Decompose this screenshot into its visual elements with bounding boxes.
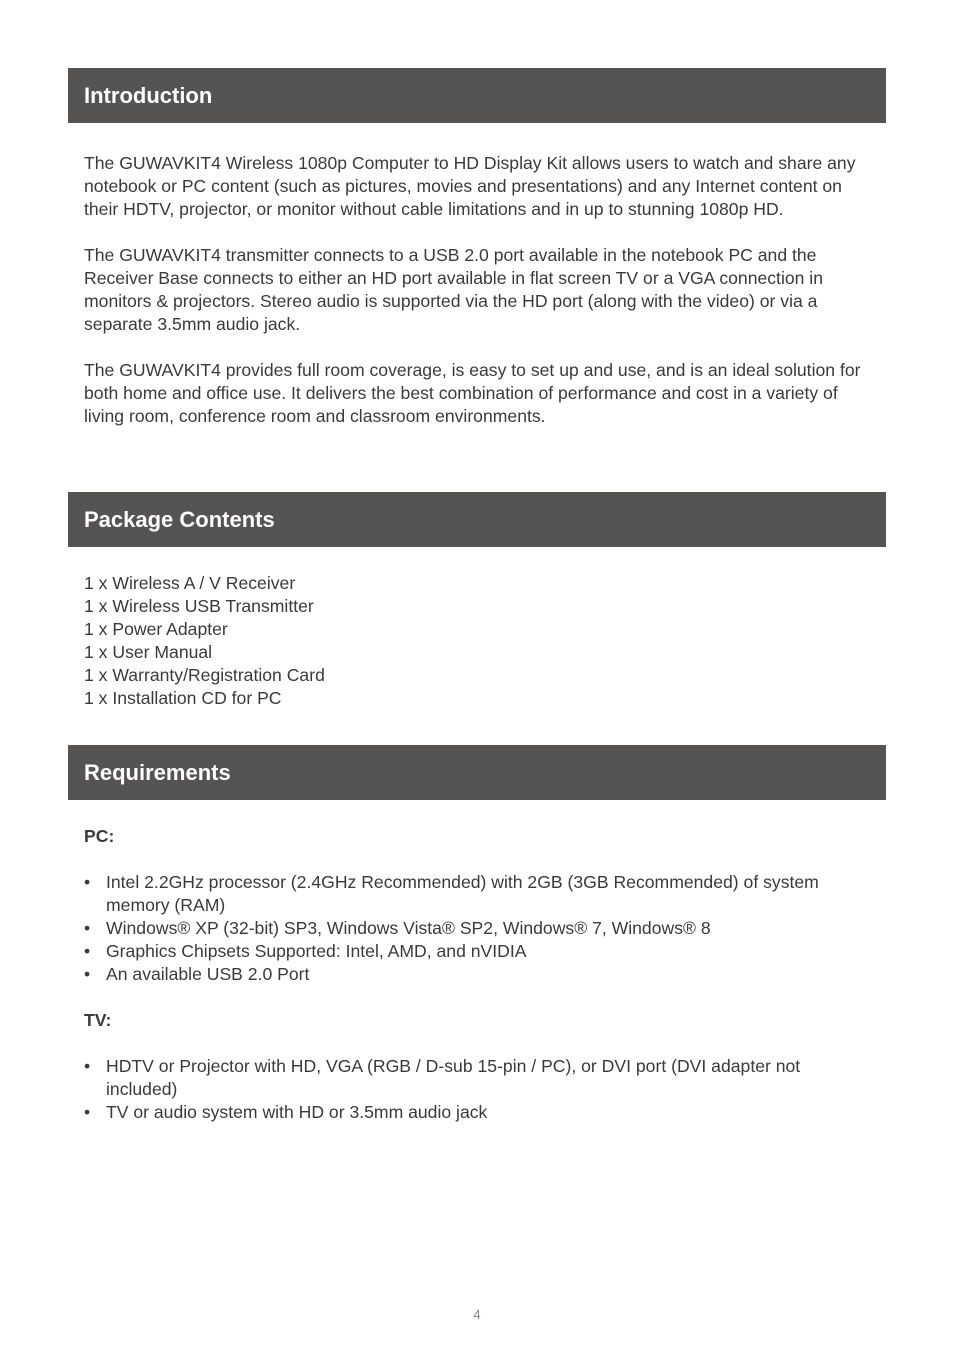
bullet-icon: • (84, 918, 91, 938)
list-item-text: HDTV or Projector with HD, VGA (RGB / D-sub 15-pin / PC), or DVI port (DVI adapter not included) (106, 1056, 801, 1099)
introduction-paragraph: The GUWAVKIT4 provides full room coverage, is easy to set up and use, and is an ideal solution for both home and office use. It delivers the best combination of performance and cost in a variety of living room, conference room and classroom environments. (84, 360, 861, 426)
bullet-icon: • (84, 1102, 91, 1122)
list-item-text: Windows® XP (32-bit) SP3, Windows Vista® SP2, Windows® 7, Windows® 8 (106, 918, 711, 938)
page-number: 4 (473, 1307, 481, 1322)
requirements-body (84, 825, 874, 1147)
list-item: 1 x User Manual (84, 642, 213, 662)
list-item (84, 1101, 874, 1124)
list-item (84, 1055, 874, 1101)
list-item-text: Graphics Chipsets Supported: Intel, AMD, and nVIDIA (106, 941, 527, 961)
package-contents-list (84, 572, 874, 710)
pc-requirements-label: PC: (84, 826, 115, 846)
list-item (84, 871, 874, 917)
package-contents-header (68, 492, 886, 547)
package-contents-title: Package Contents (84, 506, 275, 532)
bullet-icon: • (84, 872, 91, 892)
introduction-paragraph: The GUWAVKIT4 transmitter connects to a USB 2.0 port available in the notebook PC and the Receiver Base connects to either an HD port available in flat screen TV or a VGA connection in monitors & projectors. Stereo audio is supported via the HD port (along with the video) or via a separate 3.5mm audio jack. (84, 245, 824, 334)
list-item: 1 x Warranty/Registration Card (84, 665, 325, 685)
introduction-body (84, 152, 874, 451)
introduction-paragraph: The GUWAVKIT4 Wireless 1080p Computer to HD Display Kit allows users to watch and share any notebook or PC content (such as pictures, movies and presentations) and any Internet content on their HDTV, projector, or monitor without cable limitations and in up to stunning 1080p HD. (84, 153, 856, 219)
tv-requirements-label: TV: (84, 1010, 112, 1030)
bullet-icon: • (84, 941, 91, 961)
list-item: 1 x Power Adapter (84, 619, 228, 639)
requirements-header (68, 745, 886, 800)
list-item: 1 x Wireless USB Transmitter (84, 596, 314, 616)
requirements-title: Requirements (84, 759, 231, 785)
list-item (84, 940, 874, 963)
list-item: 1 x Installation CD for PC (84, 688, 282, 708)
bullet-icon: • (84, 1056, 91, 1076)
list-item (84, 963, 874, 986)
pc-requirements-list (84, 871, 874, 986)
list-item: 1 x Wireless A / V Receiver (84, 573, 296, 593)
tv-requirements-list (84, 1055, 874, 1124)
list-item (84, 917, 874, 940)
package-contents-body (84, 572, 874, 710)
list-item-text: Intel 2.2GHz processor (2.4GHz Recommended) with 2GB (3GB Recommended) of system memory (RAM) (106, 872, 819, 915)
list-item-text: TV or audio system with HD or 3.5mm audio jack (106, 1102, 488, 1122)
list-item-text: An available USB 2.0 Port (106, 964, 310, 984)
bullet-icon: • (84, 964, 91, 984)
introduction-title: Introduction (84, 82, 213, 108)
introduction-header (68, 68, 886, 123)
